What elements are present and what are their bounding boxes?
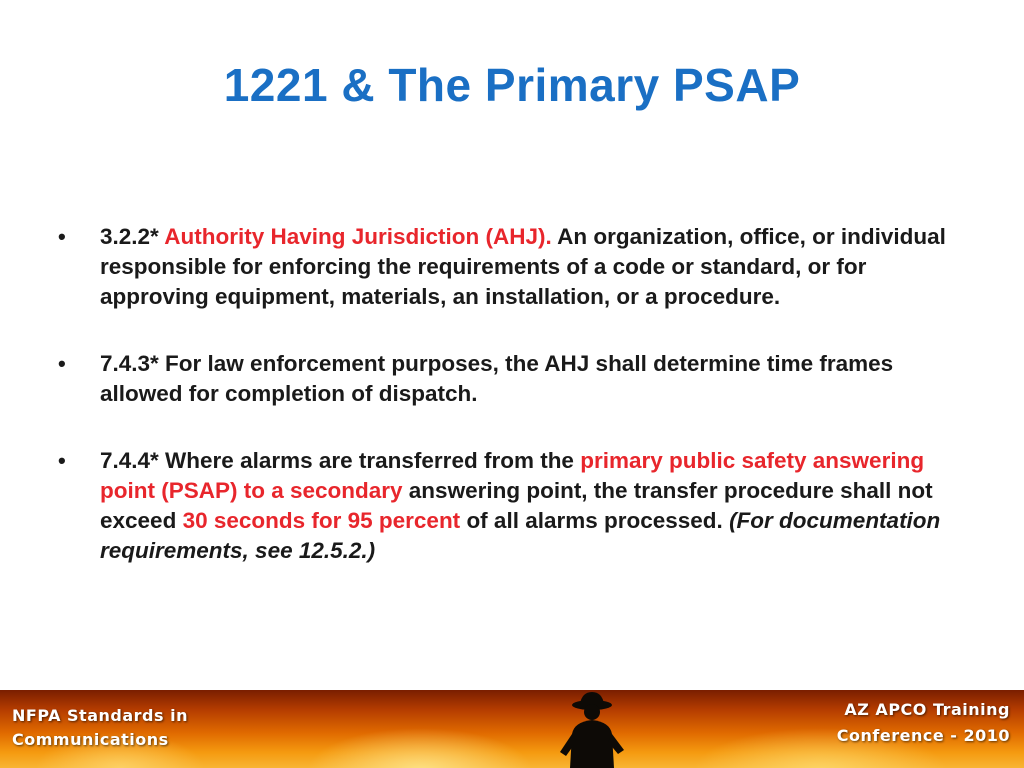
footer-left-text (12, 704, 188, 752)
footer-left-line1: NFPA Standards in (12, 706, 188, 725)
bullet-item-ahj-definition (56, 222, 976, 312)
bullet-list (56, 222, 976, 603)
firefighter-silhouette-icon (556, 690, 628, 768)
bullet-text: 7.4.3* For law enforcement purposes, the AHJ shall determine time frames allowed for completion of dispatch. (100, 351, 894, 406)
footer-right-line2: Conference - 2010 (836, 726, 1010, 745)
bullet-text: 3.2.2* (100, 224, 165, 249)
footer-right-text (837, 698, 1010, 750)
bullet-highlight: Authority Having Jurisdiction (AHJ). (164, 224, 552, 249)
bullet-text: of all alarms processed. (460, 508, 730, 533)
bullet-marker: • (58, 224, 66, 249)
bullet-item-law-enforcement (56, 349, 976, 409)
bullet-text: An organization, office, or individual responsible for enforcing the requirements of a code or standard, or for approving equipment, materials, an installation, or a procedure. (100, 224, 946, 309)
bullet-text: answering point, the transfer procedure shall not exceed (100, 478, 933, 533)
bullet-highlight: primary public safety answering point (PSAP) to a secondary (100, 448, 925, 503)
bullet-marker: • (58, 448, 66, 473)
slide-title: 1221 & The Primary PSAP (223, 59, 801, 111)
footer-banner (0, 690, 1024, 768)
bullet-highlight: 30 seconds for 95 percent (182, 508, 461, 533)
footer-right-line1: AZ APCO Training (844, 700, 1010, 719)
bullet-text: 7.4.4* Where alarms are transferred from the (100, 448, 581, 473)
footer-left-line2: Communications (12, 730, 169, 749)
bullet-item-alarm-transfer (56, 446, 976, 566)
bullet-italic-note: (For documentation requirements, see 12.5.2.) (100, 508, 941, 563)
bullet-marker: • (58, 351, 66, 376)
